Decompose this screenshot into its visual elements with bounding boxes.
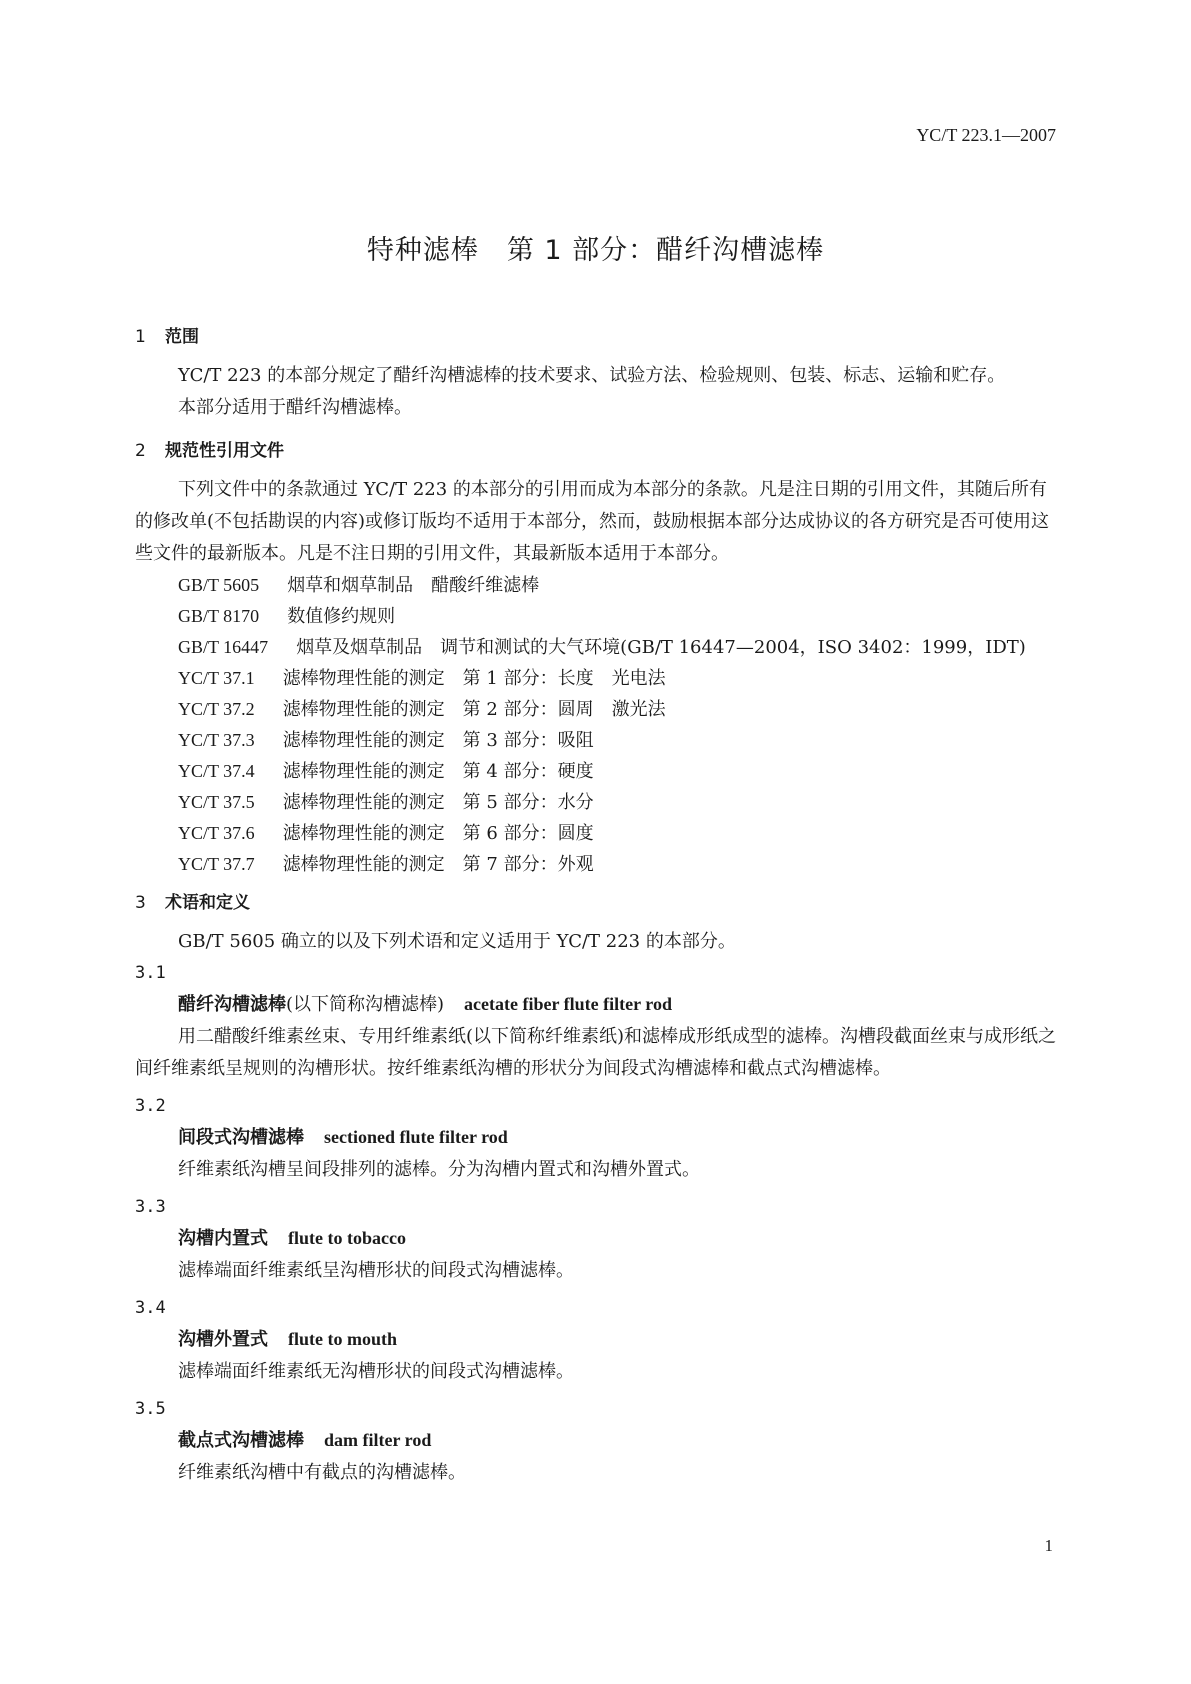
section-number: 3 [135,893,146,913]
paragraph: 本部分适用于醋纤沟槽滤棒。 [178,397,412,418]
reference-code: GB/T 8170 [178,606,260,626]
standard-code: YC/T 223.1—2007 [916,125,1056,145]
reference-item [135,818,1063,849]
term-english: flute to tobacco [288,1228,406,1248]
section-title: 规范性引用文件 [165,441,284,461]
term-number: 3.2 [135,1096,166,1116]
reference-code: GB/T 16447 [178,637,269,657]
paragraph: YC/T 223 的本部分规定了醋纤沟槽滤棒的技术要求、试验方法、检验规则、包装、标志、运输和贮存。 [178,365,1006,386]
reference-item [135,756,1063,787]
term-note: (以下简称沟槽滤棒) [286,994,445,1015]
document-title: 特种滤棒 第 1 部分：醋纤沟槽滤棒 [366,235,825,266]
term-heading [135,1323,1063,1356]
section-3-heading [135,888,1063,918]
page-number: 1 [1044,1536,1053,1555]
term-chinese: 间段式沟槽滤棒 [178,1127,304,1148]
term-english: flute to mouth [288,1329,397,1349]
reference-item [135,787,1063,818]
term-number: 3.1 [135,963,166,983]
term-definition: 纤维素纸沟槽呈间段排列的滤棒。分为沟槽内置式和沟槽外置式。 [178,1159,700,1180]
section-2-heading [135,436,1063,466]
reference-code: YC/T 37.3 [178,730,255,750]
reference-code: YC/T 37.6 [178,823,255,843]
reference-title: 滤棒物理性能的测定 第 2 部分：圆周 激光法 [282,699,666,720]
reference-item [135,663,1063,694]
reference-title: 滤棒物理性能的测定 第 1 部分：长度 光电法 [282,668,666,689]
section-title: 范围 [165,327,199,347]
reference-title: 烟草和烟草制品 醋酸纤维滤棒 [287,575,540,596]
term-definition: 滤棒端面纤维素纸呈沟槽形状的间段式沟槽滤棒。 [178,1260,574,1281]
reference-item [135,570,1063,601]
reference-code: YC/T 37.4 [178,761,255,781]
reference-item [135,601,1063,632]
term-definition: 滤棒端面纤维素纸无沟槽形状的间段式沟槽滤棒。 [178,1361,574,1382]
reference-code: GB/T 5605 [178,575,260,595]
term-english: acetate fiber flute filter rod [464,994,672,1014]
document-body [135,322,1063,1489]
paragraph: GB/T 5605 确立的以及下列术语和定义适用于 YC/T 223 的本部分。 [178,931,736,952]
reference-item [135,694,1063,725]
term-number: 3.5 [135,1399,166,1419]
reference-code: YC/T 37.5 [178,792,255,812]
term-number: 3.3 [135,1197,166,1217]
paragraph: 下列文件中的条款通过 YC/T 223 的本部分的引用而成为本部分的条款。凡是注日期的引用文件，其随后所有的修改单(不包括勘误的内容)或修订版均不适用于本部分，然而，鼓励根据本部分达成协议的各方研究是否可使用这些文件的最新版本。凡是不注日期的引用文件，其最新版本适用于本部分。 [135,479,1050,564]
term-chinese: 沟槽外置式 [178,1329,268,1350]
term-chinese: 醋纤沟槽滤棒 [178,994,286,1015]
term-definition: 用二醋酸纤维素丝束、专用纤维素纸(以下简称纤维素纸)和滤棒成形纸成型的滤棒。沟槽段截面丝束与成形纸之间纤维素纸呈规则的沟槽形状。按纤维素纸沟槽的形状分为间段式沟槽滤棒和截点式沟槽滤棒。 [135,1026,1057,1079]
term-chinese: 沟槽内置式 [178,1228,268,1249]
reference-title: 滤棒物理性能的测定 第 3 部分：吸阻 [282,730,594,751]
term-heading [135,1424,1063,1457]
reference-code: YC/T 37.1 [178,668,255,688]
reference-list [135,570,1063,880]
section-number: 1 [135,327,146,347]
term-definition: 纤维素纸沟槽中有截点的沟槽滤棒。 [178,1462,466,1483]
term-english: sectioned flute filter rod [324,1127,508,1147]
reference-item [135,849,1063,880]
reference-title: 烟草及烟草制品 调节和测试的大气环境(GB/T 16447—2004，ISO 3402：1999，IDT) [296,637,1026,658]
section-1-heading [135,322,1063,352]
reference-title: 滤棒物理性能的测定 第 5 部分：水分 [282,792,594,813]
term-heading [135,988,1063,1021]
term-english: dam filter rod [324,1430,432,1450]
term-number: 3.4 [135,1298,166,1318]
term-heading [135,1222,1063,1255]
term-heading [135,1121,1063,1154]
reference-item [135,725,1063,756]
section-number: 2 [135,441,146,461]
reference-title: 数值修约规则 [287,606,396,627]
section-title: 术语和定义 [165,893,250,913]
term-chinese: 截点式沟槽滤棒 [178,1430,304,1451]
reference-title: 滤棒物理性能的测定 第 6 部分：圆度 [282,823,594,844]
reference-title: 滤棒物理性能的测定 第 4 部分：硬度 [282,761,594,782]
reference-code: YC/T 37.2 [178,699,255,719]
reference-code: YC/T 37.7 [178,854,255,874]
reference-item [135,632,1063,663]
reference-title: 滤棒物理性能的测定 第 7 部分：外观 [282,854,594,875]
